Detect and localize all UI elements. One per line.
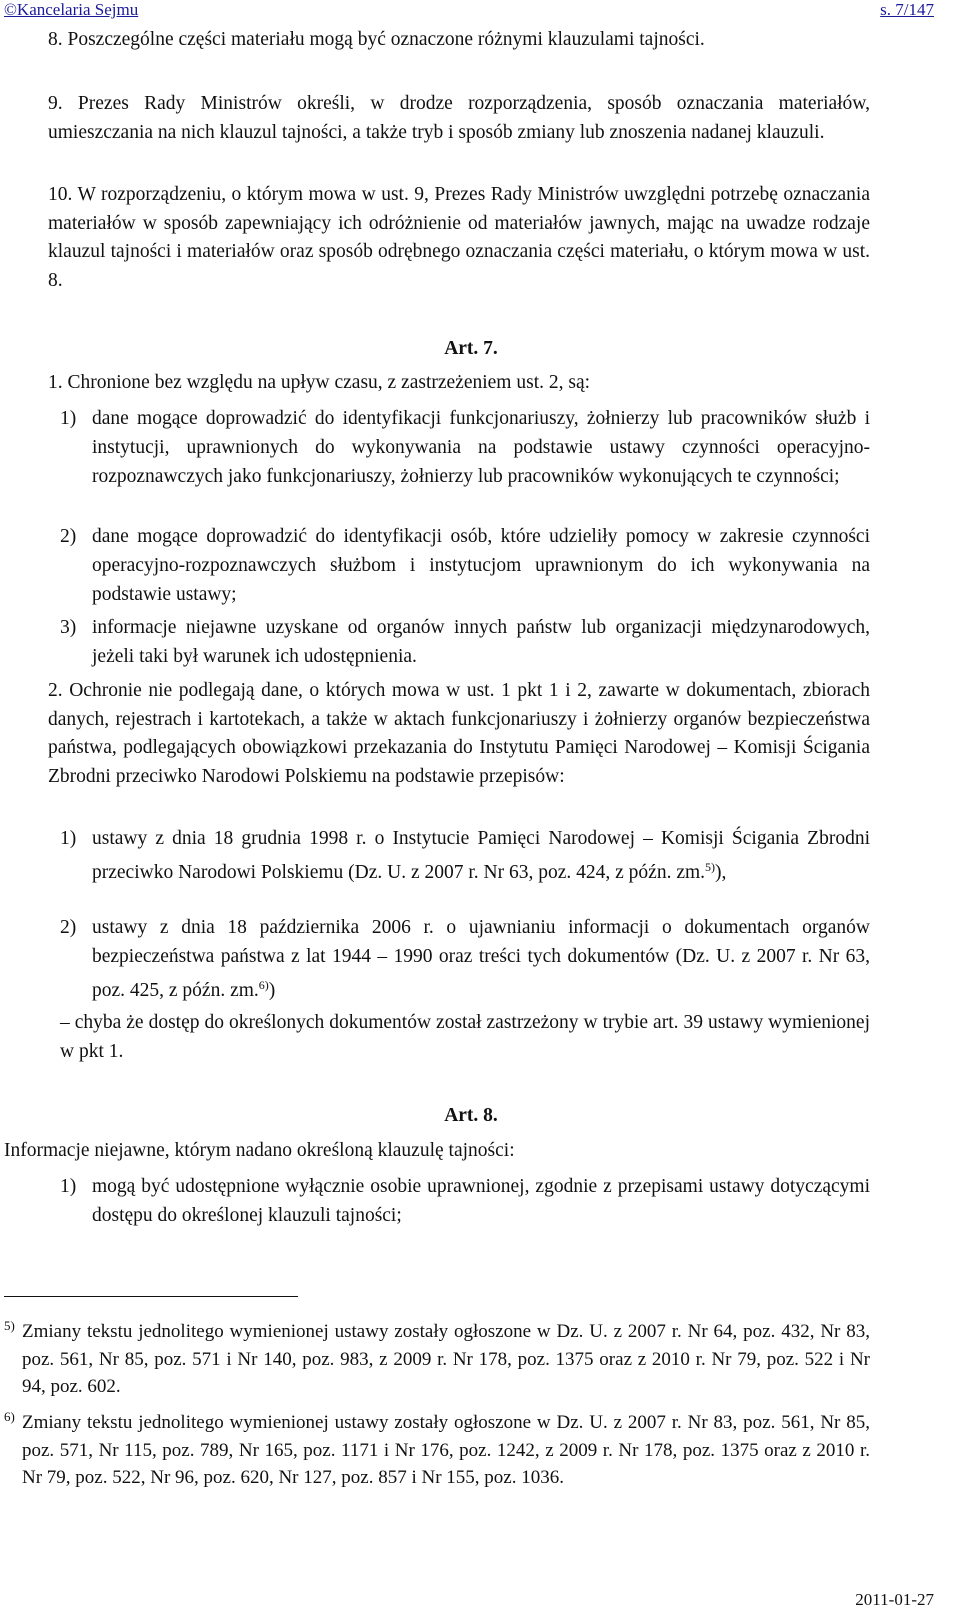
footnote-text: Zmiany tekstu jednolitego wymienionej ustawy zostały ogłoszone w Dz. U. z 2007 r. Nr 83, poz. 561, Nr 85, poz. 571, Nr 115, poz. 789, Nr 165, poz. 1171 i Nr 176, poz. 1242, z 2009 r. Nr 178, poz. 1375 oraz z 2010 r. Nr 79, poz. 522, Nr 96, poz. 620, Nr 127, poz. 857 i Nr 155, poz. 1036. <box>22 1412 870 1488</box>
art-7-heading: Art. 7. <box>444 338 498 359</box>
item-text: ustawy z dnia 18 października 2006 r. o ujawnianiu informacji o dokumentach organów bezpieczeństwa państwa z lat 1944 – 1990 oraz treści tych dokumentów (Dz. U. z 2007 r. Nr 63, poz. 425, z późn. zm.$^{6)}$) <box>92 917 870 1001</box>
art-7-para-1: 1. Chronione bez względu na upływ czasu, z zastrzeżeniem ust. 2, są: <box>48 372 591 393</box>
art-7-p2-item-2 <box>60 913 870 1005</box>
art-7-para-2: 2. Ochronie nie podlegają dane, o których mowa w ust. 1 pkt 1 i 2, zawarte w dokumentach, zbiorach danych, rejestrach i kartotekach, a także w aktach funkcjonariuszy i żołnierzy organów bezpieczeństwa państwa, podlegających obowiązkowi przekazania do Instytutu Pamięci Narodowej – Komisji Ścigania Zbrodni przeciwko Narodowi Polskiemu na podstawie przepisów: <box>48 680 870 788</box>
footnote-mark: 6) <box>4 1409 15 1424</box>
art-7-p2-item-1 <box>60 824 870 887</box>
item-text: mogą być udostępnione wyłącznie osobie uprawnionej, zgodnie z przepisami ustawy dotyczącymi dostępu do określonej klauzuli tajności; <box>92 1176 870 1226</box>
item-number: 2) <box>60 917 77 938</box>
paragraph-8: 8. Poszczególne części materiału mogą być oznaczone różnymi klauzulami tajności. <box>48 29 705 50</box>
item-number: 2) <box>60 526 77 547</box>
art-8-intro: Informacje niejawne, którym nadano określoną klauzulę tajności: <box>4 1140 515 1161</box>
footnote-6 <box>4 1409 870 1492</box>
item-number: 1) <box>60 1176 77 1197</box>
item-text: informacje niejawne uzyskane od organów innych państw lub organizacji międzynarodowych, jeżeli taki był warunek ich udostępnienia. <box>92 617 870 667</box>
footnote-text: Zmiany tekstu jednolitego wymienionej ustawy zostały ogłoszone w Dz. U. z 2007 r. Nr 64, poz. 432, Nr 83, poz. 561, Nr 85, poz. 571 i Nr 140, poz. 983, z 2009 r. Nr 178, poz. 1375 oraz z 2010 r. Nr 79, poz. 522 i Nr 94, poz. 602. <box>22 1321 870 1397</box>
header-copyright <box>4 0 138 20</box>
footnote-ref-5[interactable]: 5) <box>705 860 716 874</box>
item-number: 3) <box>60 617 77 638</box>
item-text: dane mogące doprowadzić do identyfikacji osób, które udzieliły pomocy w zakresie czynności operacyjno-rozpoznawczych służbom i instytucjom uprawnionym do ich wykonywania na podstawie ustawy; <box>92 526 870 605</box>
art-7-closing: – chyba że dostęp do określonych dokumentów został zastrzeżony w trybie art. 39 ustawy wymienionej w pkt 1. <box>60 1012 870 1062</box>
art-7-item-3 <box>60 613 870 671</box>
footnote-mark: 5) <box>4 1318 15 1333</box>
paragraph-9: 9. Prezes Rady Ministrów określi, w drodze rozporządzenia, sposób oznaczania materiałów, umieszczania na nich klauzul tajności, a także tryb i sposób zmiany lub znoszenia nadanej klauzuli. <box>48 93 870 143</box>
art-7-item-1 <box>60 404 870 491</box>
item-number: 1) <box>60 408 77 429</box>
item-number: 1) <box>60 828 77 849</box>
footer-date: 2011-01-27 <box>855 1590 934 1609</box>
paragraph-10: 10. W rozporządzeniu, o którym mowa w ust. 9, Prezes Rady Ministrów uwzględni potrzebę oznaczania materiałów w sposób zapewniający ich odróżnienie od materiałów jawnych, mając na uwadze rodzaje klauzul tajności i materiałów oraz sposób odrębnego oznaczania części materiału, o którym mowa w ust. 8. <box>48 184 870 292</box>
item-text: ustawy z dnia 18 grudnia 1998 r. o Instytucie Pamięci Narodowej – Komisji Ścigania Zbrodni przeciwko Narodowi Polskiemu (Dz. U. z 2007 r. Nr 63, poz. 424, z późn. zm.$^{5)}$), <box>92 828 870 883</box>
page-number-link[interactable]: s. 7/147 <box>880 0 934 19</box>
footnote-5 <box>4 1318 870 1401</box>
footnote-separator <box>4 1296 298 1297</box>
art-8-heading: Art. 8. <box>444 1105 498 1126</box>
footnote-ref-6[interactable]: 6) <box>258 978 269 992</box>
item-text: dane mogące doprowadzić do identyfikacji funkcjonariuszy, żołnierzy lub pracowników służb i instytucji, uprawnionych do wykonywania na podstawie ustawy czynności operacyjno-rozpoznawczych jako funkcjonariuszy, żołnierzy lub pracowników wykonujących te czynności; <box>92 408 870 487</box>
art-7-item-2 <box>60 522 870 609</box>
kancelaria-link[interactable]: ©Kancelaria Sejmu <box>4 0 139 19</box>
art-8-item-1 <box>60 1172 870 1230</box>
